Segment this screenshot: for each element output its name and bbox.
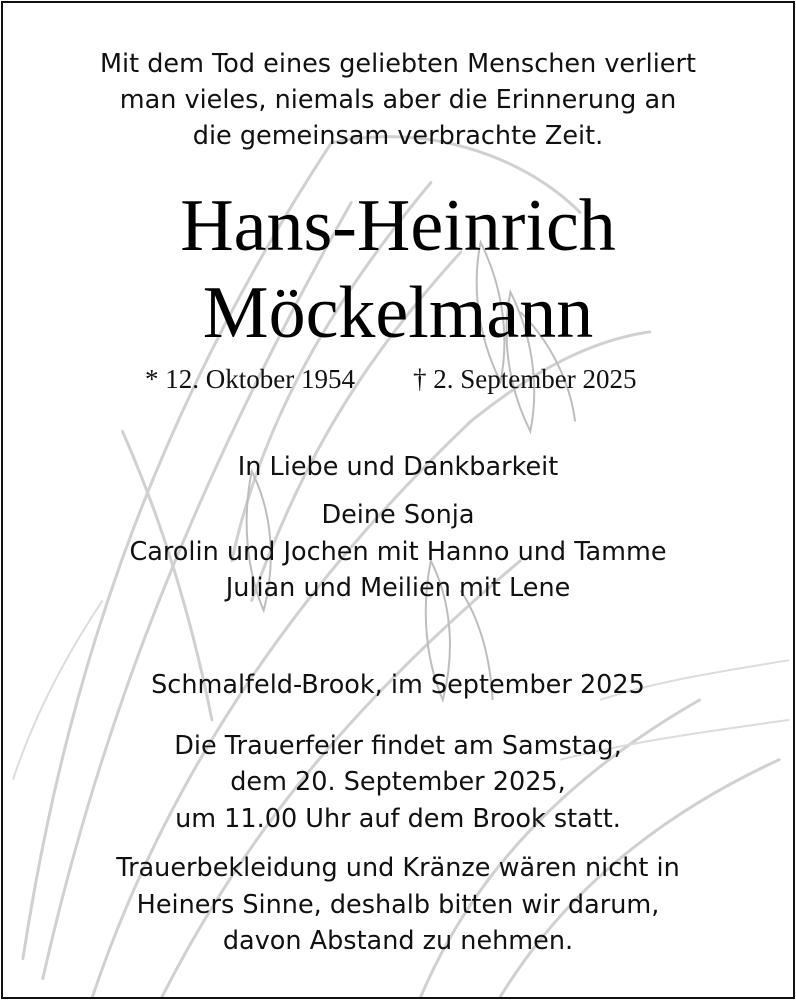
mourner-line-2: Carolin und Jochen mit Hanno und Tamme [129,537,667,567]
request-line-1: Trauerbekleidung und Kränze wären nicht in [116,853,680,883]
place-date: Schmalfeld-Brook, im September 2025 [151,670,645,700]
funeral-line-1: Die Trauerfeier findet am Samstag, [174,731,622,761]
birth-date: * 12. Oktober 1954 [145,364,355,394]
deceased-last-name: Möckelmann [202,272,594,354]
quote-line-2: man vieles, niemals aber die Erinnerung an [119,85,677,115]
funeral-line-2: dem 20. September 2025, [230,767,566,797]
mourner-line-3: Julian und Meilien mit Lene [225,573,571,603]
funeral-line-3: um 11.00 Uhr auf dem Brook statt. [175,804,621,834]
quote-line-1: Mit dem Tod eines geliebten Menschen verliert [100,49,696,79]
deceased-first-name: Hans-Heinrich [180,185,616,267]
request-line-3: davon Abstand zu nehmen. [222,926,574,956]
quote-line-3: die gemeinsam verbrachte Zeit. [192,121,604,151]
death-date: † 2. September 2025 [413,364,637,394]
obituary-notice [1,1,795,999]
mourners-intro: In Liebe und Dankbarkeit [237,452,559,482]
life-dates [3,361,793,397]
mourner-line-1: Deine Sonja [321,500,475,530]
request-line-2: Heiners Sinne, deshalb bitten wir darum, [136,890,660,920]
